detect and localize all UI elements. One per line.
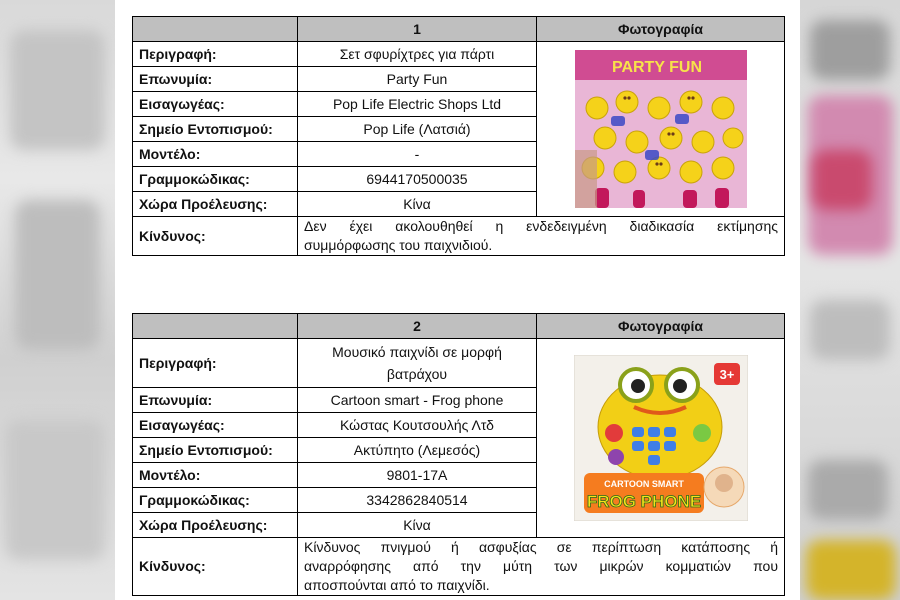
model-value: 9801-17A bbox=[298, 463, 537, 488]
model-value: - bbox=[298, 142, 537, 167]
description-value: Σετ σφυρίχτρες για πάρτι bbox=[298, 42, 537, 67]
origin-country-label: Χώρα Προέλευσης: bbox=[133, 513, 298, 538]
record-number: 2 bbox=[298, 314, 537, 339]
blurred-background-right bbox=[800, 0, 900, 600]
location-value: Pop Life (Λατσιά) bbox=[298, 117, 537, 142]
hazard-label: Κίνδυνος: bbox=[133, 217, 298, 256]
origin-country-value: Κίνα bbox=[298, 192, 537, 217]
party-whistles-photo bbox=[575, 50, 747, 208]
record-table-1 bbox=[132, 16, 785, 256]
record-number: 1 bbox=[298, 17, 537, 42]
description-label: Περιγραφή: bbox=[133, 339, 298, 388]
importer-value: Κώστας Κουτσουλής Λτδ bbox=[298, 413, 537, 438]
product-photo-cell bbox=[537, 339, 785, 538]
brand-value: Party Fun bbox=[298, 67, 537, 92]
brand-value: Cartoon smart - Frog phone bbox=[298, 388, 537, 413]
importer-label: Εισαγωγέας: bbox=[133, 413, 298, 438]
location-label: Σημείο Εντοπισμού: bbox=[133, 438, 298, 463]
table-header-row bbox=[133, 314, 785, 339]
photo-column-header: Φωτογραφία bbox=[537, 314, 785, 339]
importer-label: Εισαγωγέας: bbox=[133, 92, 298, 117]
barcode-value: 3342862840514 bbox=[298, 488, 537, 513]
document-page bbox=[115, 0, 800, 600]
frog-phone-photo bbox=[574, 355, 748, 521]
model-label: Μοντέλο: bbox=[133, 463, 298, 488]
location-value: Ακτύπητο (Λεμεσός) bbox=[298, 438, 537, 463]
barcode-label: Γραμμοκώδικας: bbox=[133, 488, 298, 513]
barcode-value: 6944170500035 bbox=[298, 167, 537, 192]
table-row bbox=[133, 42, 785, 67]
package-subtitle: CARTOON SMART bbox=[603, 479, 684, 489]
hazard-value: Κίνδυνος πνιγμού ή ασφυξίας σε περίπτωση κατάποσης ή αναρρόφησης από την μύτη των μικρών κομματιών που αποσπούνται από το παιχνίδι. bbox=[298, 538, 785, 596]
product-photo-cell bbox=[537, 42, 785, 217]
hazard-label: Κίνδυνος: bbox=[133, 538, 298, 596]
description-value: Μουσικό παιχνίδι σε μορφή βατράχου bbox=[298, 339, 537, 388]
origin-country-label: Χώρα Προέλευσης: bbox=[133, 192, 298, 217]
hazard-value: Δεν έχει ακολουθηθεί η ενδεδειγμένη διαδικασία εκτίμησης συμμόρφωσης του παιχνιδιού. bbox=[298, 217, 785, 256]
importer-value: Pop Life Electric Shops Ltd bbox=[298, 92, 537, 117]
photo-column-header: Φωτογραφία bbox=[537, 17, 785, 42]
table-header-row bbox=[133, 17, 785, 42]
brand-label: Επωνυμία: bbox=[133, 67, 298, 92]
table-row bbox=[133, 538, 785, 596]
model-label: Μοντέλο: bbox=[133, 142, 298, 167]
table-row bbox=[133, 339, 785, 388]
record-table-2 bbox=[132, 313, 785, 596]
description-label: Περιγραφή: bbox=[133, 42, 298, 67]
origin-country-value: Κίνα bbox=[298, 513, 537, 538]
location-label: Σημείο Εντοπισμού: bbox=[133, 117, 298, 142]
table-row bbox=[133, 217, 785, 256]
brand-label: Επωνυμία: bbox=[133, 388, 298, 413]
barcode-label: Γραμμοκώδικας: bbox=[133, 167, 298, 192]
package-brand-text: PARTY FUN bbox=[611, 59, 702, 76]
blurred-background-left bbox=[0, 0, 115, 600]
package-title: FROG PHONE bbox=[586, 492, 701, 511]
age-badge: 3+ bbox=[719, 367, 734, 382]
